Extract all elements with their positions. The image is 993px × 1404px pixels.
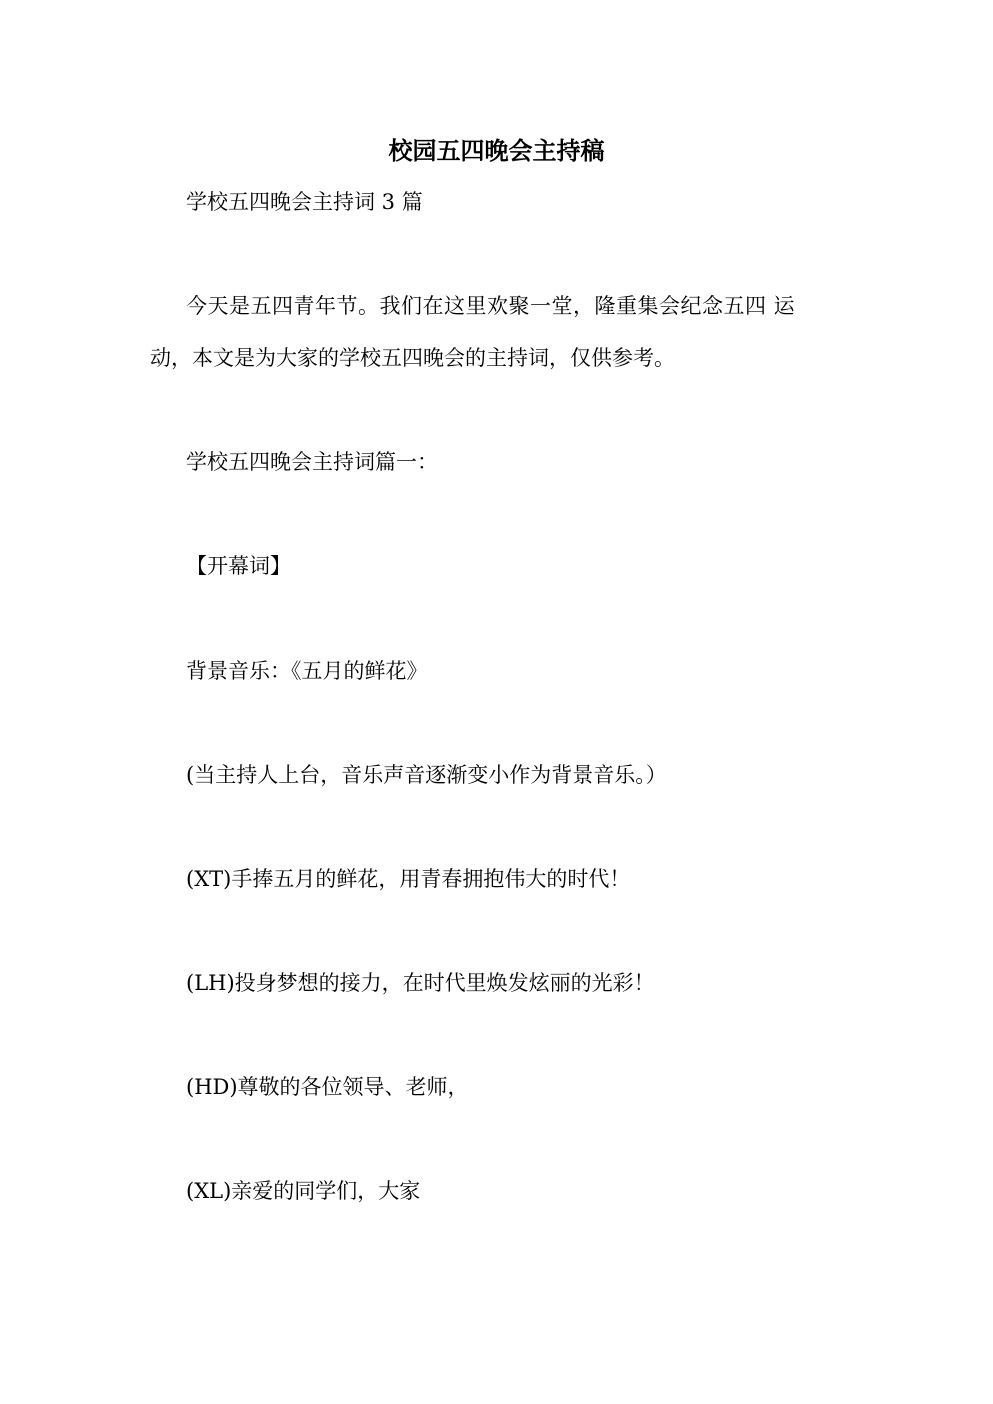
paragraph: 学校五四晚会主持词 3 篇 xyxy=(186,190,423,214)
paragraph: 背景音乐：《五月的鲜花》 xyxy=(186,659,428,683)
paragraph: (当主持人上台，音乐声音逐渐变小作为背景音乐。） xyxy=(186,763,667,787)
paragraph: 今天是五四青年节。我们在这里欢聚一堂，隆重集会纪念五四 运 xyxy=(186,294,796,318)
paragraph: (HD)尊敬的各位领导、老师， xyxy=(186,1075,469,1099)
paragraph: (XT)手捧五月的鲜花，用青春拥抱伟大的时代！ xyxy=(186,867,631,891)
paragraph: 动，本文是为大家的学校五四晚会的主持词，仅供参考。 xyxy=(150,346,675,370)
paragraph: 学校五四晚会主持词篇一： xyxy=(186,450,438,474)
paragraph: (LH)投身梦想的接力，在时代里焕发炫丽的光彩！ xyxy=(186,971,655,995)
paragraph: (XL)亲爱的同学们，大家 xyxy=(186,1179,421,1203)
document-title: 校园五四晚会主持稿 xyxy=(388,136,605,165)
paragraph: 【开幕词】 xyxy=(186,554,291,578)
